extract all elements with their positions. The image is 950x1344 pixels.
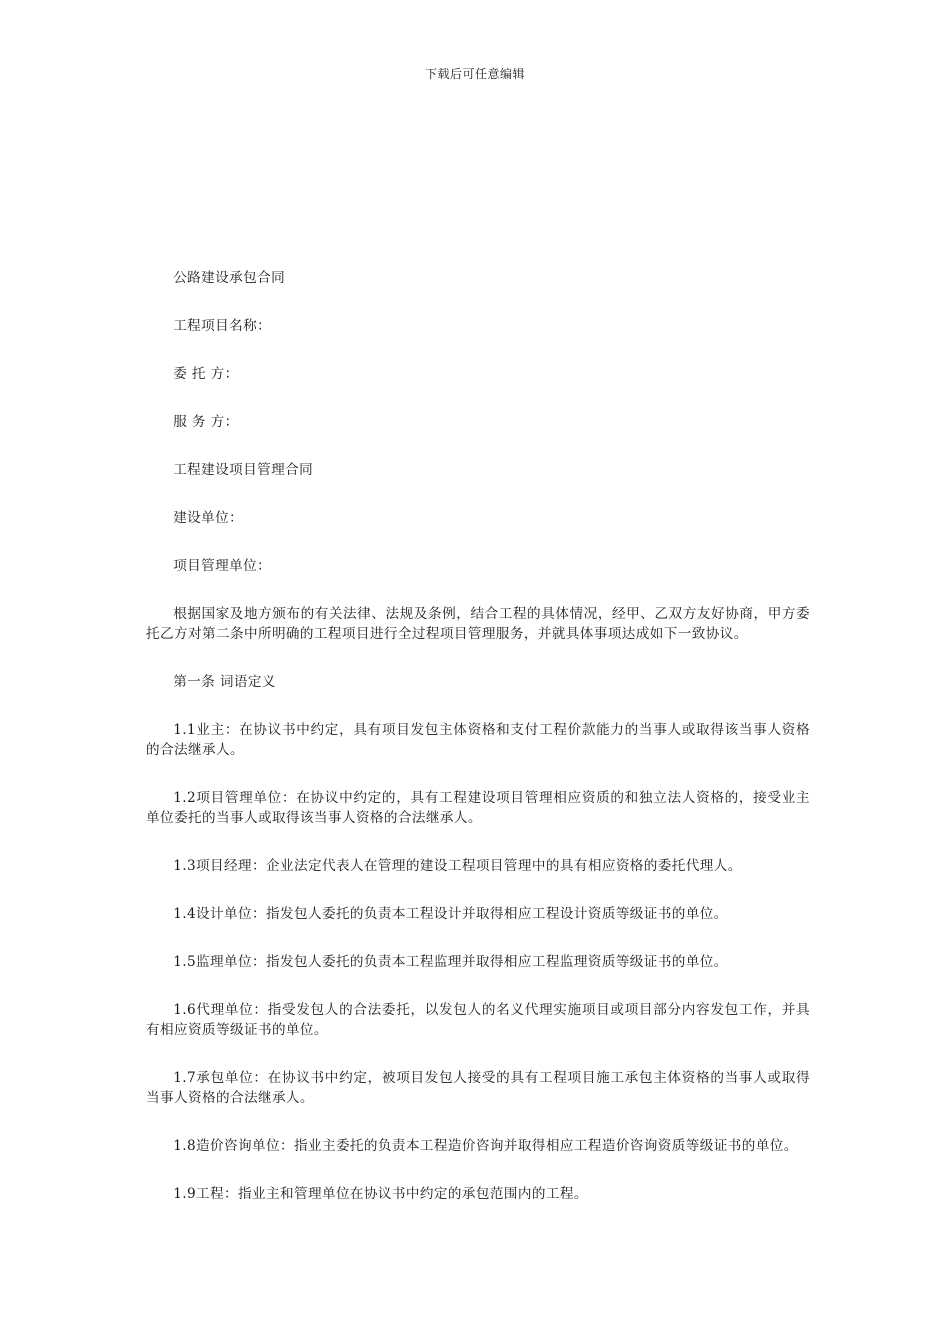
project-name-label: 工程项目名称： xyxy=(173,318,272,334)
definition-1-2: 1.2项目管理单位：在协议中约定的，具有工程建设项目管理相应资质的和独立法人资格的，接受业主单位委托的当事人或取得该当事人资格的合法继承人。 xyxy=(146,790,810,826)
subtitle-management-contract: 工程建设项目管理合同 xyxy=(173,462,314,478)
service-provider-label: 服 务 方： xyxy=(173,414,239,430)
definition-1-6: 1.6代理单位：指受发包人的合法委托，以发包人的名义代理实施项目或项目部分内容发包工作，并具有相应资质等级证书的单位。 xyxy=(146,1002,810,1038)
client-label: 委 托 方： xyxy=(173,366,239,382)
definition-1-4: 1.4设计单位：指发包人委托的负责本工程设计并取得相应工程设计资质等级证书的单位。 xyxy=(173,906,728,922)
definition-1-1: 1.1业主：在协议书中约定，具有项目发包主体资格和支付工程价款能力的当事人或取得该当事人资格的合法继承人。 xyxy=(146,722,810,758)
definition-1-5: 1.5监理单位：指发包人委托的负责本工程监理并取得相应工程监理资质等级证书的单位。 xyxy=(173,954,728,970)
definition-1-8: 1.8造价咨询单位：指业主委托的负责本工程造价咨询并取得相应工程造价咨询资质等级证书的单位。 xyxy=(173,1138,798,1154)
construction-unit-label: 建设单位： xyxy=(173,510,244,526)
page-header: 下载后可任意编辑 xyxy=(424,67,525,81)
definition-1-3: 1.3项目经理：企业法定代表人在管理的建设工程项目管理中的具有相应资格的委托代理人。 xyxy=(173,858,742,874)
article-one-heading: 第一条 词语定义 xyxy=(173,674,276,690)
preamble-paragraph: 根据国家及地方颁布的有关法律、法规及条例，结合工程的具体情况，经甲、乙双方友好协商，甲方委托乙方对第二条中所明确的工程项目进行全过程项目管理服务，并就具体事项达成如下一致协议。 xyxy=(146,606,810,642)
document-body xyxy=(146,268,810,1232)
definition-1-9: 1.9工程：指业主和管理单位在协议书中约定的承包范围内的工程。 xyxy=(173,1186,588,1202)
contract-title: 公路建设承包合同 xyxy=(173,270,286,286)
management-unit-label: 项目管理单位： xyxy=(173,558,272,574)
definition-1-7: 1.7承包单位：在协议书中约定，被项目发包人接受的具有工程项目施工承包主体资格的当事人或取得当事人资格的合法继承人。 xyxy=(146,1070,810,1106)
